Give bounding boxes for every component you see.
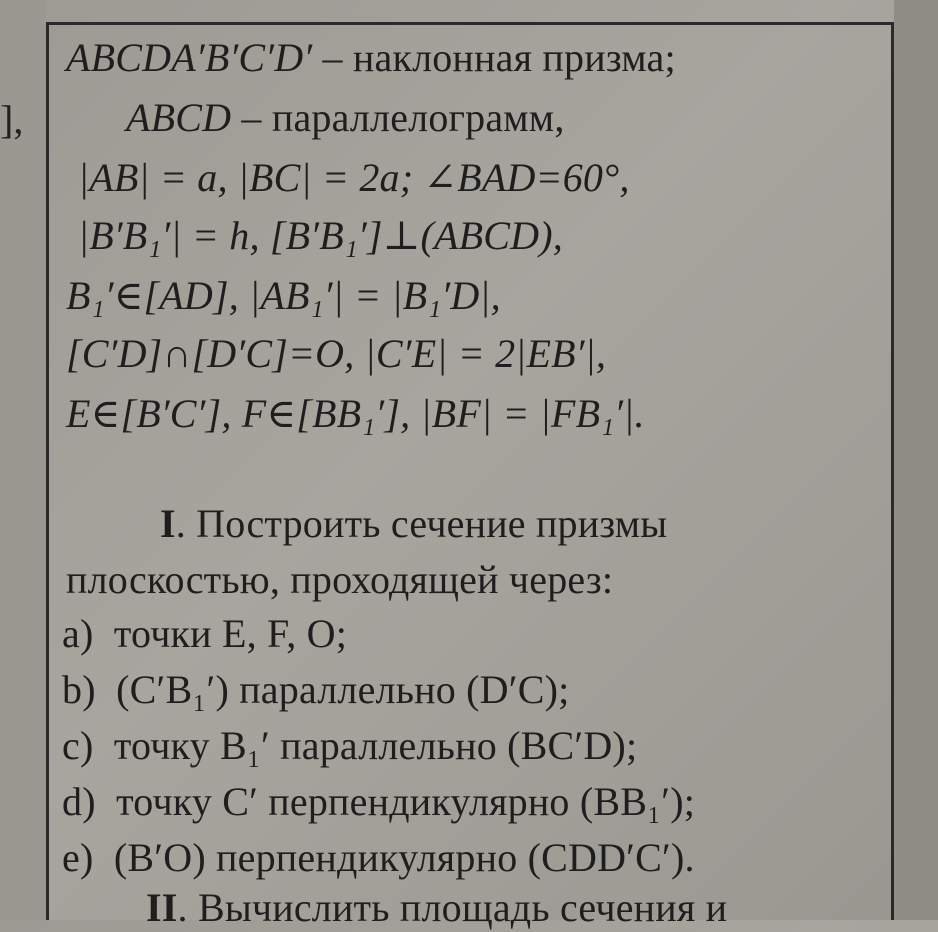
list-item-b: b) (C′B₁′) параллельно (D′C); <box>62 667 570 712</box>
left-column <box>0 0 46 920</box>
table-border-left <box>46 22 49 920</box>
list-item-c: c) точку B₁′ параллельно (BC′D); <box>62 723 638 768</box>
list-item-d: d) точку C′ перпендикулярно (BB₁′); <box>62 779 696 824</box>
given-line-2: ABCD – параллелограмм, <box>126 95 565 140</box>
task-two-heading: II. Вычислить площадь сечения и <box>146 885 728 930</box>
given-line-4: |B′B₁′| = h, [B′B₁′]⊥(ABCD), <box>78 213 563 258</box>
given-line-7: E∈[B′C′], F∈[BB₁′], |BF| = |FB₁′|. <box>66 391 645 436</box>
given-line-5: B₁′∈[AD], |AB₁′| = |B₁′D|, <box>66 273 501 318</box>
list-item-a: a) точки E, F, O; <box>62 611 348 656</box>
right-column <box>894 0 938 920</box>
given-line-1: ABCDA′B′C′D′ – наклонная призма; <box>66 35 676 80</box>
given-line-3: |AB| = a, |BC| = 2a; ∠BAD=60°, <box>78 155 630 200</box>
task-one-heading: I. Построить сечение призмы <box>160 501 668 546</box>
given-line-6: [C′D]∩[D′C]=O, |C′E| = 2|EB′|, <box>66 331 607 376</box>
table-border-top <box>46 22 892 25</box>
task-one-heading-cont: плоскостью, проходящей через: <box>66 557 614 602</box>
problem-cell <box>50 26 892 930</box>
list-item-e: e) (B′O) перпендикулярно (CDD′C′). <box>62 835 695 880</box>
left-column-fragment: ], <box>0 97 24 142</box>
